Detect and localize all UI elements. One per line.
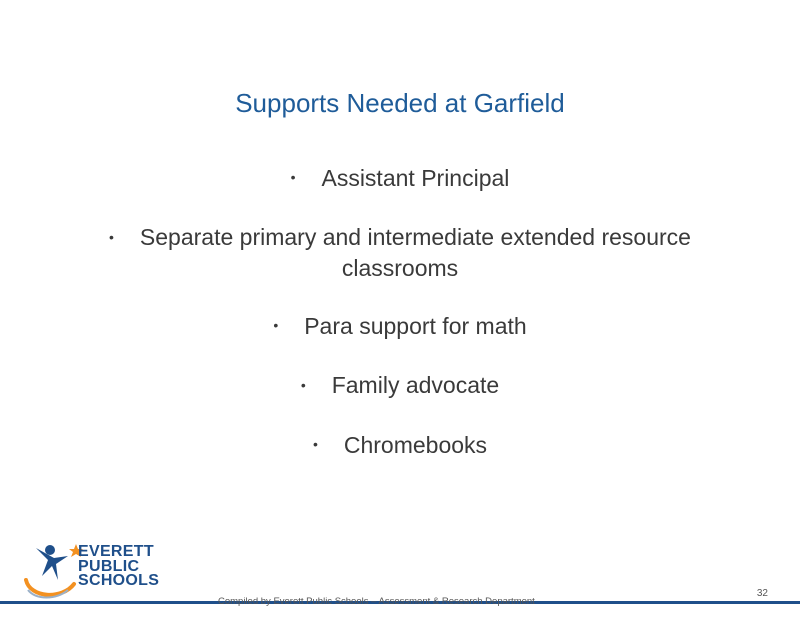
page-number: 32 [756, 588, 768, 599]
bullet-item: • Separate primary and intermediate extended resource classrooms [109, 224, 691, 281]
footer-text: Compiled by Everett Public Schools – Assessment & Research Department [218, 596, 535, 607]
bullet-icon: • [312, 436, 318, 453]
slide-title: Supports Needed at Garfield [235, 88, 565, 118]
bullet-item: • Family advocate [300, 372, 500, 399]
bullet-item: • Chromebooks [312, 431, 488, 458]
bullet-item: • Para support for math [273, 312, 527, 339]
bullet-list [70, 164, 730, 490]
bullet-icon: • [300, 376, 306, 393]
bullet-icon: • [290, 169, 296, 186]
district-logo-text: EVERETT PUBLIC SCHOOLS [78, 543, 160, 589]
bullet-icon: • [109, 228, 114, 245]
bullet-item: • Assistant Principal [290, 165, 510, 191]
bullet-icon: • [273, 317, 279, 334]
